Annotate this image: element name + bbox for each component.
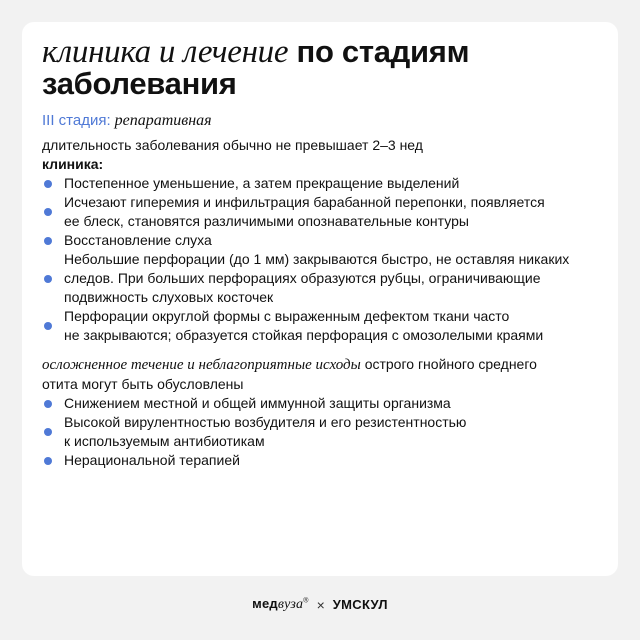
complicated-list [42,394,600,470]
list-item-text: Небольшие перфорации (до 1 мм) закрываются быстро, не оставляя никаких следов. При больших перфорациях образуются рубцы, ограничивающие подвижность слуховых косточек [64,251,570,305]
list-item [42,413,600,451]
list-item [42,174,600,193]
bullet-dot-icon [44,180,52,188]
list-item [42,307,600,345]
list-item-text: Нерациональной терапией [64,452,240,468]
stage-heading [42,112,600,130]
complicated-rest: острого гнойного среднего [360,356,537,372]
bullet-dot-icon [44,275,52,283]
clinic-label: клиника: [42,156,104,172]
bullet-dot-icon [44,400,52,408]
cross-icon: × [316,596,325,613]
list-item [42,451,600,470]
bullet-dot-icon [44,237,52,245]
title-italic: клиника и лечение [42,34,289,70]
page-title [42,36,600,100]
list-item-text: Перфорации округлой формы с выраженным дефектом ткани часто не закрываются; образуется стойкая перфорация с омозолелыми краями [64,308,544,343]
list-item [42,193,600,231]
title-rest: по стадиям [288,34,470,69]
bullet-dot-icon [44,428,52,436]
list-item [42,231,600,250]
stage-name: репаративная [110,112,212,129]
list-item-text: Исчезают гиперемия и инфильтрация барабанной перепонки, появляется ее блеск, становятся различимыми опознавательные контуры [64,194,545,229]
list-item [42,250,600,307]
stage-label: III стадия: [42,112,111,129]
brand-medvuza-logo: медвуза® [252,596,309,612]
complicated-line2: отита могут быть обусловлены [42,376,244,392]
list-item-text: Снижением местной и общей иммунной защиты организма [64,395,451,411]
list-item-text: Высокой вирулентностью возбудителя и его резистентностью к используемым антибиотикам [64,414,467,449]
complicated-paragraph [42,355,600,394]
bullet-dot-icon [44,208,52,216]
list-item-text: Постепенное уменьшение, а затем прекращение выделений [64,175,460,191]
brand-umskul-logo: УМСКУЛ [332,597,388,612]
title-line2: заболевания [42,66,237,101]
content-card [22,22,618,576]
duration-text: длительность заболевания обычно не превышает 2–3 нед [42,137,423,153]
footer-brands [0,596,640,613]
bullet-dot-icon [44,457,52,465]
complicated-italic: осложненное течение и неблагоприятные исходы [42,357,361,373]
list-item [42,394,600,413]
clinic-list [42,174,600,345]
list-item-text: Восстановление слуха [64,232,212,248]
bullet-dot-icon [44,322,52,330]
